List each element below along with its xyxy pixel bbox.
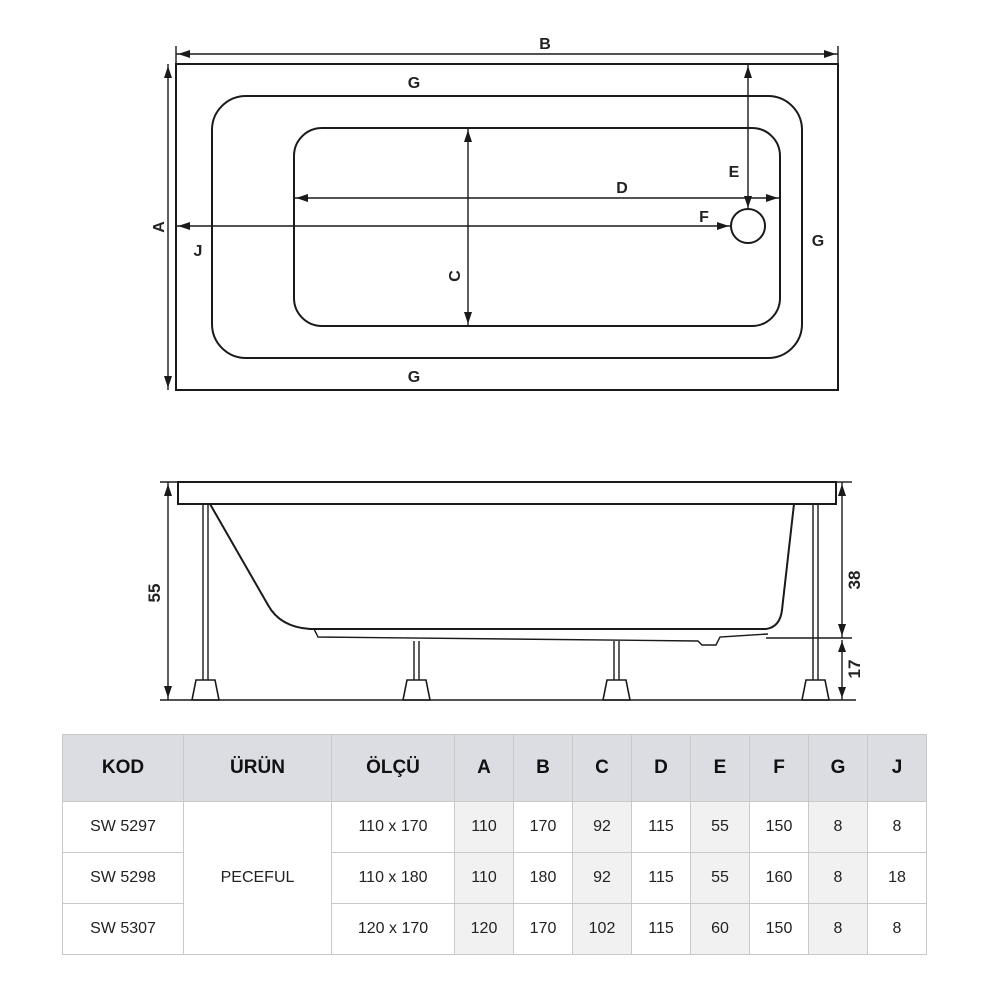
leg-foot xyxy=(802,680,829,700)
cell-c: 102 xyxy=(573,904,632,955)
cell-olcu: 110 x 170 xyxy=(332,802,455,853)
cell-f: 160 xyxy=(750,853,809,904)
cell-f: 150 xyxy=(750,802,809,853)
cell-d: 115 xyxy=(632,802,691,853)
dim-D-arrow-left xyxy=(296,194,308,202)
basin-outline xyxy=(294,128,780,326)
cell-olcu: 110 x 180 xyxy=(332,853,455,904)
cell-e: 55 xyxy=(691,853,750,904)
cell-d: 115 xyxy=(632,904,691,955)
header-g: G xyxy=(809,735,868,802)
leg-foot xyxy=(192,680,219,700)
cell-a: 120 xyxy=(455,904,514,955)
table-header-row xyxy=(63,735,927,802)
label-A: A xyxy=(151,221,168,233)
legs xyxy=(192,504,829,700)
dim-C-arrow-bottom xyxy=(464,312,472,324)
label-C: C xyxy=(447,270,464,282)
cell-a: 110 xyxy=(455,853,514,904)
cell-kod: SW 5298 xyxy=(63,853,184,904)
cell-j: 18 xyxy=(868,853,927,904)
cell-b: 170 xyxy=(514,904,573,955)
dim-A-arrow-bottom xyxy=(164,376,172,388)
cell-product-name: PECEFUL xyxy=(184,802,332,955)
leg-foot xyxy=(403,680,430,700)
header-d: D xyxy=(632,735,691,802)
header-c: C xyxy=(573,735,632,802)
cell-kod: SW 5297 xyxy=(63,802,184,853)
header-b: B xyxy=(514,735,573,802)
inner-rim xyxy=(212,96,802,358)
cell-b: 180 xyxy=(514,853,573,904)
label-G-right: G xyxy=(811,233,825,250)
cell-g: 8 xyxy=(809,904,868,955)
cell-g: 8 xyxy=(809,853,868,904)
header-f: F xyxy=(750,735,809,802)
header-e: E xyxy=(691,735,750,802)
label-38: 38 xyxy=(845,570,864,590)
cell-b: 170 xyxy=(514,802,573,853)
label-55: 55 xyxy=(145,583,164,603)
cell-j: 8 xyxy=(868,802,927,853)
cell-a: 110 xyxy=(455,802,514,853)
rim xyxy=(178,482,836,504)
cell-c: 92 xyxy=(573,853,632,904)
tub-body xyxy=(210,504,794,629)
label-G-top: G xyxy=(407,75,421,92)
cell-g: 8 xyxy=(809,802,868,853)
cell-olcu: 120 x 170 xyxy=(332,904,455,955)
dim-B-arrow-left xyxy=(178,50,190,58)
outer-rim xyxy=(176,64,838,390)
header-j: J xyxy=(868,735,927,802)
dim-D-arrow-right xyxy=(766,194,778,202)
cell-f: 150 xyxy=(750,904,809,955)
dim-38-arrow-top xyxy=(838,484,846,496)
dim-B-arrow-right xyxy=(824,50,836,58)
cell-d: 115 xyxy=(632,853,691,904)
cell-c: 92 xyxy=(573,802,632,853)
dim-A-arrow-top xyxy=(164,66,172,78)
dim-55-arrow-top xyxy=(164,484,172,496)
spec-table xyxy=(62,734,927,955)
leg-foot xyxy=(603,680,630,700)
cell-e: 60 xyxy=(691,904,750,955)
table-row xyxy=(63,802,927,853)
label-D: D xyxy=(616,180,628,197)
side-view xyxy=(145,482,864,700)
cell-kod: SW 5307 xyxy=(63,904,184,955)
top-view xyxy=(151,36,838,390)
header-urun: ÜRÜN xyxy=(184,735,332,802)
header-olcu: ÖLÇÜ xyxy=(332,735,455,802)
header-kod: KOD xyxy=(63,735,184,802)
drain-circle xyxy=(731,209,765,243)
dim-J-arrow-left xyxy=(178,222,190,230)
dim-17-arrow-top xyxy=(838,641,846,652)
label-17: 17 xyxy=(845,659,864,679)
dim-E-arrow-bottom xyxy=(744,196,752,208)
tub-bottom xyxy=(314,629,768,645)
cell-e: 55 xyxy=(691,802,750,853)
label-G-bottom: G xyxy=(407,369,421,386)
dim-17-arrow-bottom xyxy=(838,687,846,698)
label-J: J xyxy=(193,243,203,260)
dim-E-arrow-top xyxy=(744,66,752,78)
dim-F-arrow-right xyxy=(717,222,729,230)
cell-j: 8 xyxy=(868,904,927,955)
dim-38-arrow-bottom xyxy=(838,624,846,636)
label-E: E xyxy=(728,164,740,181)
label-F: F xyxy=(699,209,709,226)
label-B: B xyxy=(539,36,551,53)
header-a: A xyxy=(455,735,514,802)
dim-55-arrow-bottom xyxy=(164,686,172,698)
dim-C-arrow-top xyxy=(464,130,472,142)
